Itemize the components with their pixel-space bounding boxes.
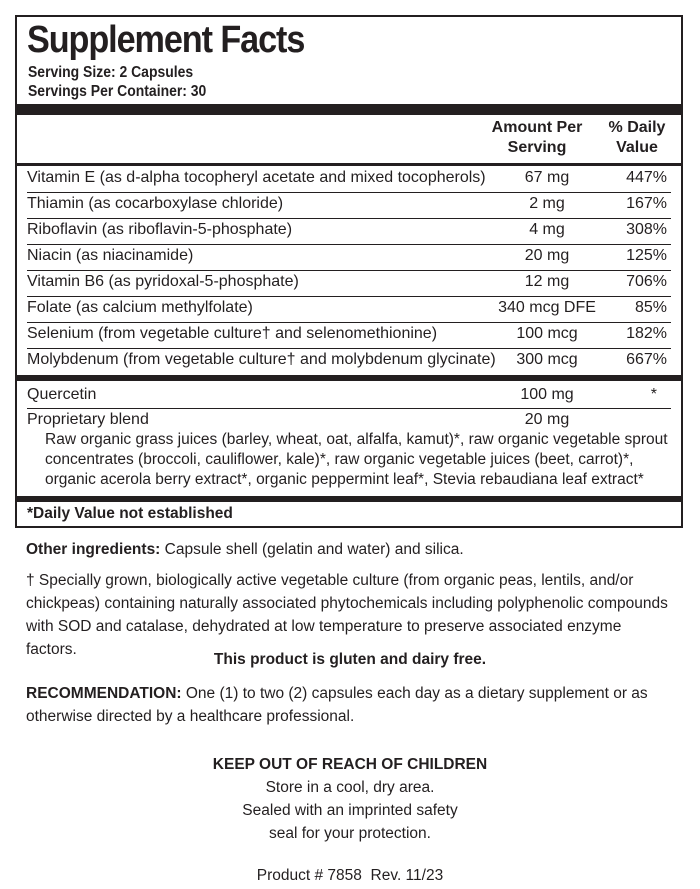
nutrient-amount: 100 mcg xyxy=(516,325,578,342)
ingredient-name: Proprietary blend xyxy=(27,411,149,428)
thick-divider-middle xyxy=(17,375,681,381)
table-row xyxy=(27,296,671,322)
nutrient-amount: 67 mg xyxy=(524,169,570,186)
ingredient-amount: 20 mg xyxy=(524,411,570,428)
nutrient-amount: 12 mg xyxy=(524,273,570,290)
ingredient-daily-value: * xyxy=(650,386,657,403)
nutrient-amount: 4 mg xyxy=(529,221,565,238)
supplement-facts-panel xyxy=(15,15,683,528)
nutrient-name: Vitamin E (as d-alpha tocopheryl acetate and mixed tocopherols) xyxy=(27,169,486,186)
nutrient-amount: 300 mcg xyxy=(516,351,578,368)
proprietary-blend-description: Raw organic grass juices (barley, wheat, oat, alfalfa, kamut)*, raw organic vegetable sprout concentrates (broccoli, cauliflower, kale)*, raw organic vegetable juices (beet, carrot)*, organic acerola berry extract*, organic peppermint leaf*, Stevia rebaudiana leaf extract* xyxy=(45,431,668,488)
other-ingredients-label: Other ingredients: xyxy=(26,541,161,558)
nutrient-amount: 20 mg xyxy=(524,247,570,264)
nutrient-name: Thiamin (as cocarboxylase chloride) xyxy=(27,195,284,212)
servings-per-container: Servings Per Container: 30 xyxy=(28,83,207,100)
nutrient-name: Folate (as calcium methylfolate) xyxy=(27,299,253,316)
table-row xyxy=(27,348,671,374)
storage-line: Store in a cool, dry area. xyxy=(265,779,435,796)
table-row xyxy=(27,166,671,192)
nutrient-daily-value: 308% xyxy=(626,221,667,238)
nutrient-name: Niacin (as niacinamide) xyxy=(27,247,194,264)
recommendation-label: RECOMMENDATION: xyxy=(26,685,182,702)
table-row xyxy=(27,383,671,409)
recommendation xyxy=(26,682,676,728)
nutrient-amount: 2 mg xyxy=(529,195,565,212)
table-row xyxy=(27,322,671,348)
storage-line: Sealed with an imprinted safety xyxy=(242,802,458,819)
table-row xyxy=(27,218,671,244)
nutrient-name: Vitamin B6 (as pyridoxal-5-phosphate) xyxy=(27,273,299,290)
nutrient-daily-value: 706% xyxy=(626,273,667,290)
vegetable-culture-footnote: † Specially grown, biologically active vegetable culture (from organic peas, lentils, and/or chickpeas) containing naturally associated phytochemicals including polyphenolic compounds with SOD and catalase, dehydrated at low temperature to preserve associated enzyme factors. xyxy=(26,572,668,658)
nutrient-daily-value: 182% xyxy=(626,325,667,342)
product-number: Product # 7858 Rev. 11/23 xyxy=(256,867,444,884)
column-header-amount: Amount Per Serving xyxy=(491,119,583,156)
ingredient-name: Quercetin xyxy=(27,386,97,403)
table-row xyxy=(27,270,671,296)
ingredient-amount: 100 mg xyxy=(520,386,574,403)
nutrient-daily-value: 447% xyxy=(626,169,667,186)
other-ingredients xyxy=(26,538,676,561)
thick-divider-top xyxy=(17,104,681,115)
column-header-daily-value: % Daily Value xyxy=(608,119,666,156)
nutrient-amount: 340 mcg DFE xyxy=(498,299,596,316)
table-row xyxy=(27,244,671,270)
nutrient-daily-value: 85% xyxy=(634,299,667,316)
nutrient-name: Molybdenum (from vegetable culture† and molybdenum glycinate) xyxy=(27,351,496,368)
nutrient-name: Riboflavin (as riboflavin-5-phosphate) xyxy=(27,221,293,238)
daily-value-note: *Daily Value not established xyxy=(27,505,233,522)
gluten-dairy-free-statement: This product is gluten and dairy free. xyxy=(213,651,487,668)
other-ingredients-text: Capsule shell (gelatin and water) and silica. xyxy=(160,541,464,558)
nutrient-daily-value: 167% xyxy=(626,195,667,212)
nutrient-daily-value: 667% xyxy=(626,351,667,368)
table-row xyxy=(27,192,671,218)
panel-title: Supplement Facts xyxy=(27,19,305,61)
child-warning: KEEP OUT OF REACH OF CHILDREN xyxy=(212,756,488,773)
nutrient-name: Selenium (from vegetable culture† and selenomethionine) xyxy=(27,325,438,342)
thick-divider-bottom xyxy=(17,496,681,502)
serving-size: Serving Size: 2 Capsules xyxy=(28,64,194,81)
storage-line: seal for your protection. xyxy=(269,825,431,842)
nutrient-daily-value: 125% xyxy=(626,247,667,264)
recommendation-text: One (1) to two (2) capsules each day as a dietary supplement or as otherwise directed by a healthcare professional. xyxy=(26,685,648,725)
